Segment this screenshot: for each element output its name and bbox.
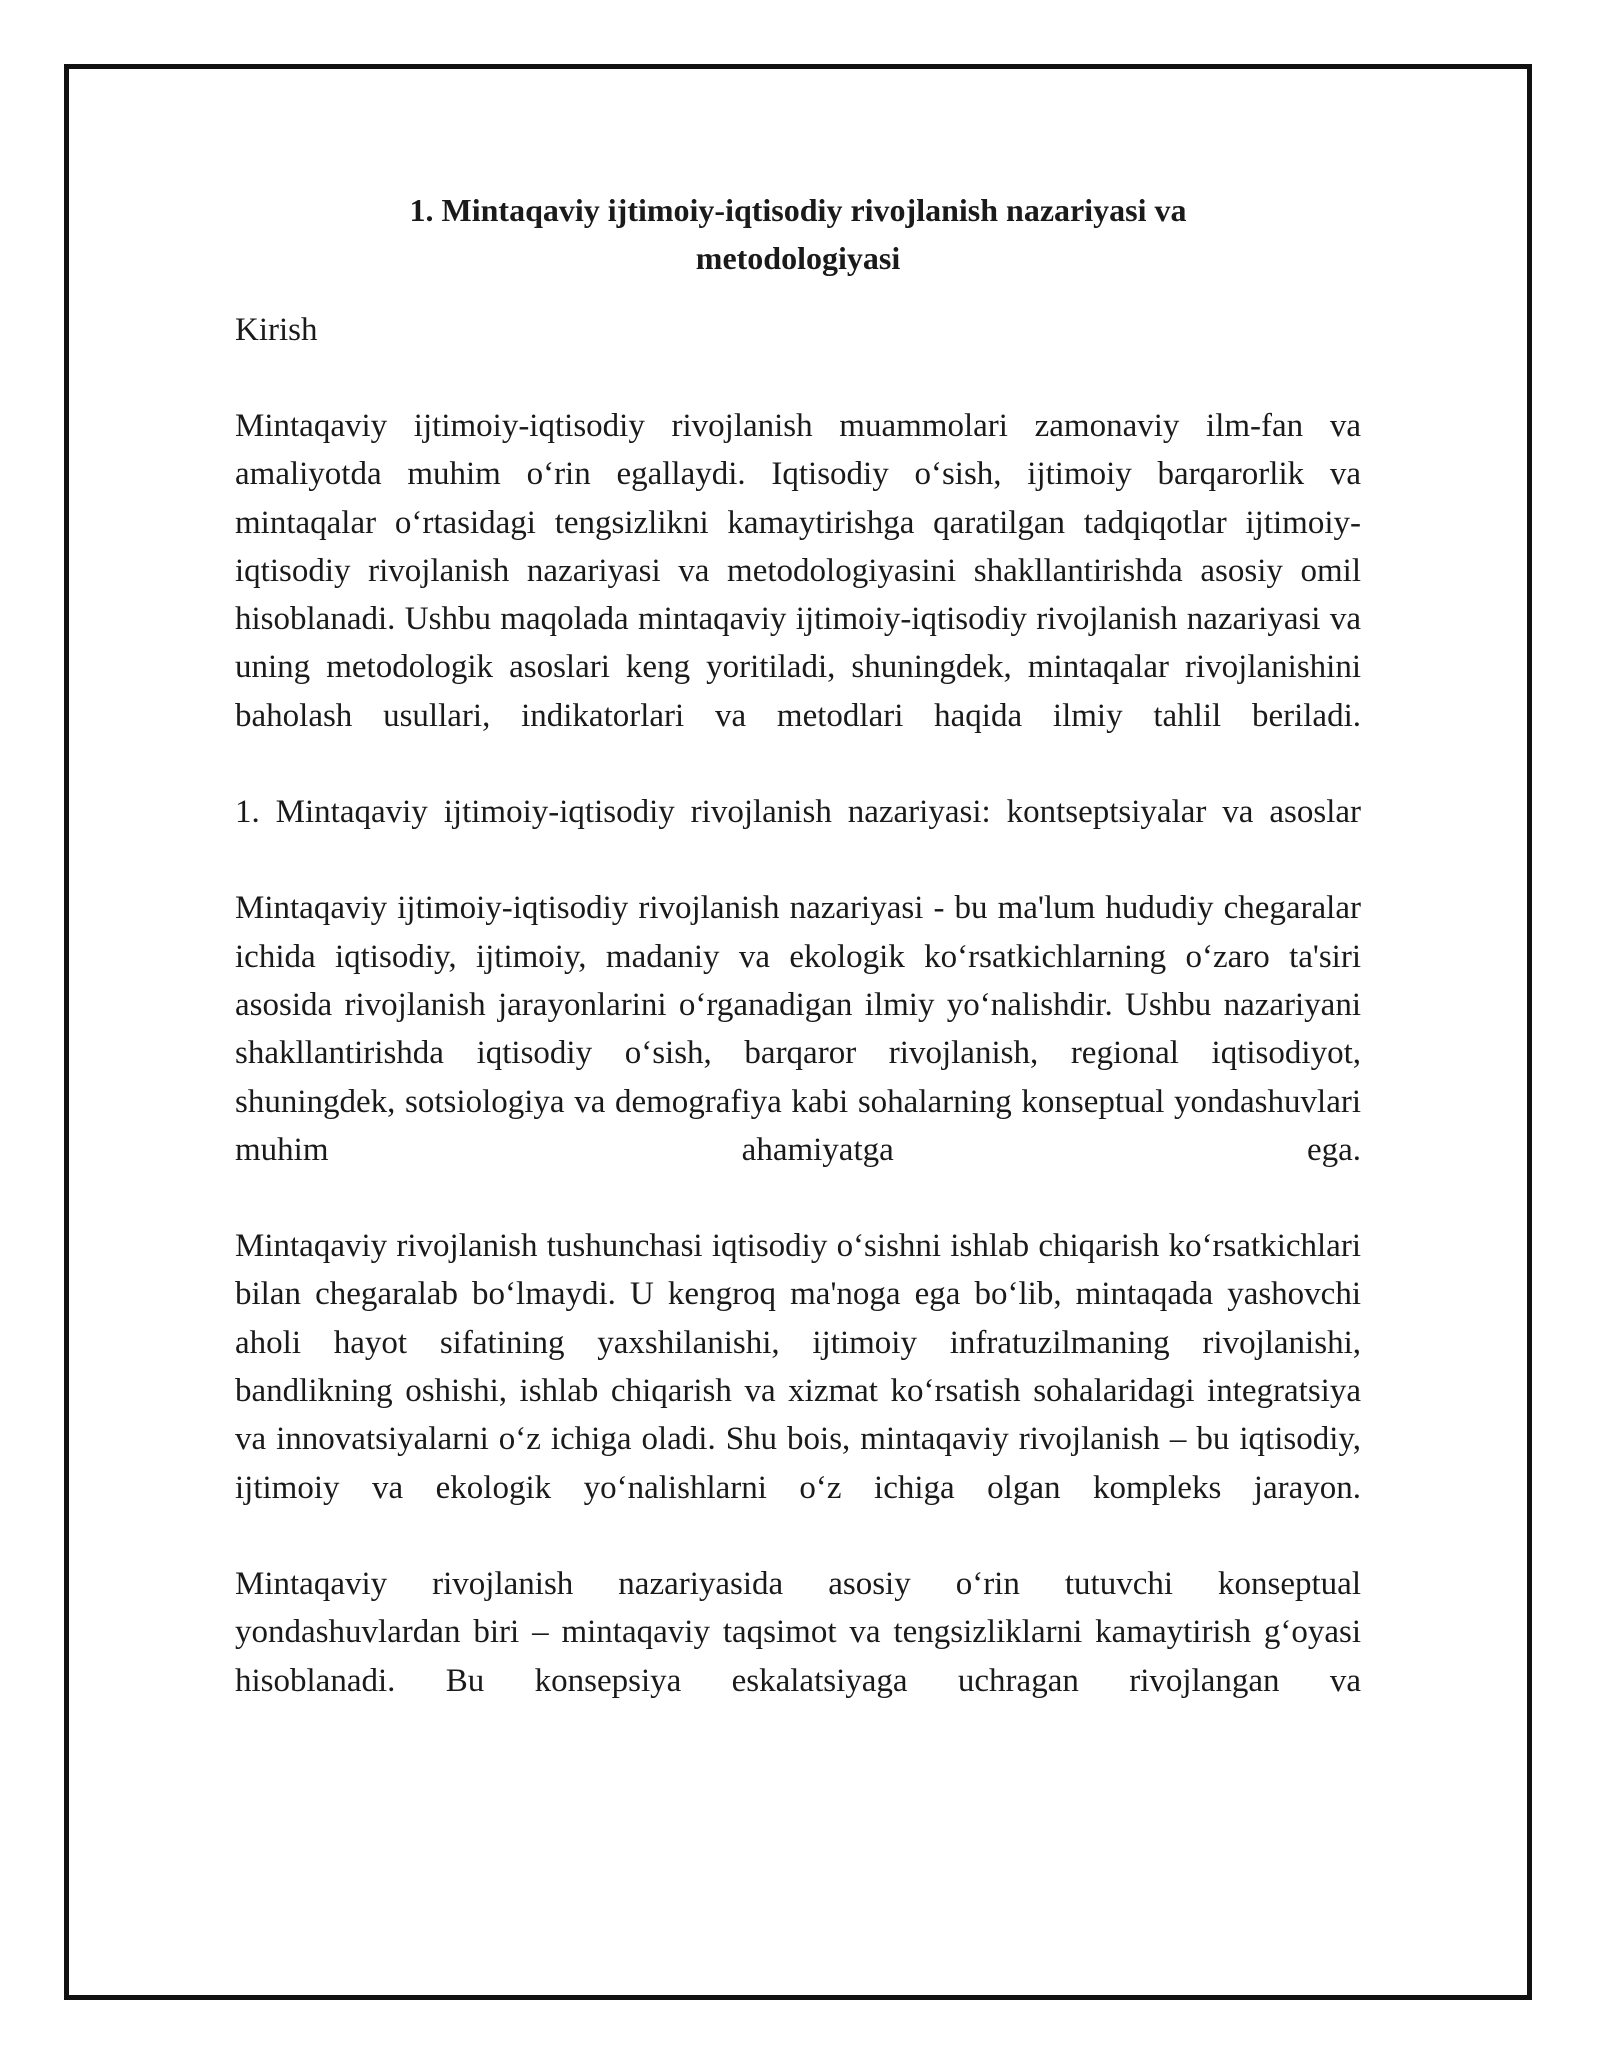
- title-line-1: 1. Mintaqaviy ijtimoiy-iqtisodiy rivojlanish nazariyasi va: [409, 192, 1187, 228]
- document-body: [235, 186, 1361, 1705]
- title-line-2: metodologiyasi: [695, 240, 901, 276]
- paragraph-theory: Mintaqaviy ijtimoiy-iqtisodiy rivojlanish nazariyasi - bu ma'lum hududiy chegaralar ichida iqtisodiy, ijtimoiy, madaniy va ekologik ko‘rsatkichlarning o‘zaro ta'siri asosida rivojlanish jarayonlarini o‘rganadigan ilmiy yo‘nalishdir. Ushbu nazariyani shakllantirishda iqtisodiy o‘sish, barqaror rivojlanish, regional iqtisodiyot, shuningdek, sotsiologiya va demografiya kabi sohalarning konseptual yondashuvlari muhim ahamiyatga ega.: [235, 890, 1361, 1168]
- paragraph-approach: Mintaqaviy rivojlanish nazariyasida asosiy o‘rin tutuvchi konseptual yondashuvlardan biri – mintaqaviy taqsimot va tengsizliklarni kamaytirish g‘oyasi hisoblanadi. Bu konsepsiya eskalatsiyaga uchragan rivojlangan va: [235, 1565, 1361, 1699]
- section-heading: 1. Mintaqaviy ijtimoiy-iqtisodiy rivojlanish nazariyasi: kontseptsiyalar va asoslar: [235, 794, 1361, 831]
- paragraph-concept: Mintaqaviy rivojlanish tushunchasi iqtisodiy o‘sishni ishlab chiqarish ko‘rsatkichlari bilan chegaralab bo‘lmaydi. U kengroq ma'noga ega bo‘lib, mintaqada yashovchi aholi hayot sifatining yaxshilanishi, ijtimoiy infratuzilmaning rivojlanishi, bandlikning oshishi, ishlab chiqarish va xizmat ko‘rsatish sohalaridagi integratsiya va innovatsiyalarni o‘z ichiga oladi. Shu bois, mintaqaviy rivojlanish – bu iqtisodiy, ijtimoiy va ekologik yo‘nalishlarni o‘z ichiga olgan kompleks jarayon.: [235, 1228, 1361, 1506]
- paragraph-intro: Mintaqaviy ijtimoiy-iqtisodiy rivojlanish muammolari zamonaviy ilm-fan va amaliyotda muhim o‘rin egallaydi. Iqtisodiy o‘sish, ijtimoiy barqarorlik va mintaqalar o‘rtasidagi tengsizlikni kamaytirishga qaratilgan tadqiqotlar ijtimoiy-iqtisodiy rivojlanish nazariyasi va metodologiyasini shakllantirishda asosiy omil hisoblanadi. Ushbu maqolada mintaqaviy ijtimoiy-iqtisodiy rivojlanish nazariyasi va uning metodologik asoslari keng yoritiladi, shuningdek, mintaqalar rivojlanishini baholash usullari, indikatorlari va metodlari haqida ilmiy tahlil beriladi.: [235, 408, 1361, 734]
- document-title: [235, 186, 1361, 282]
- intro-heading: Kirish: [235, 312, 318, 348]
